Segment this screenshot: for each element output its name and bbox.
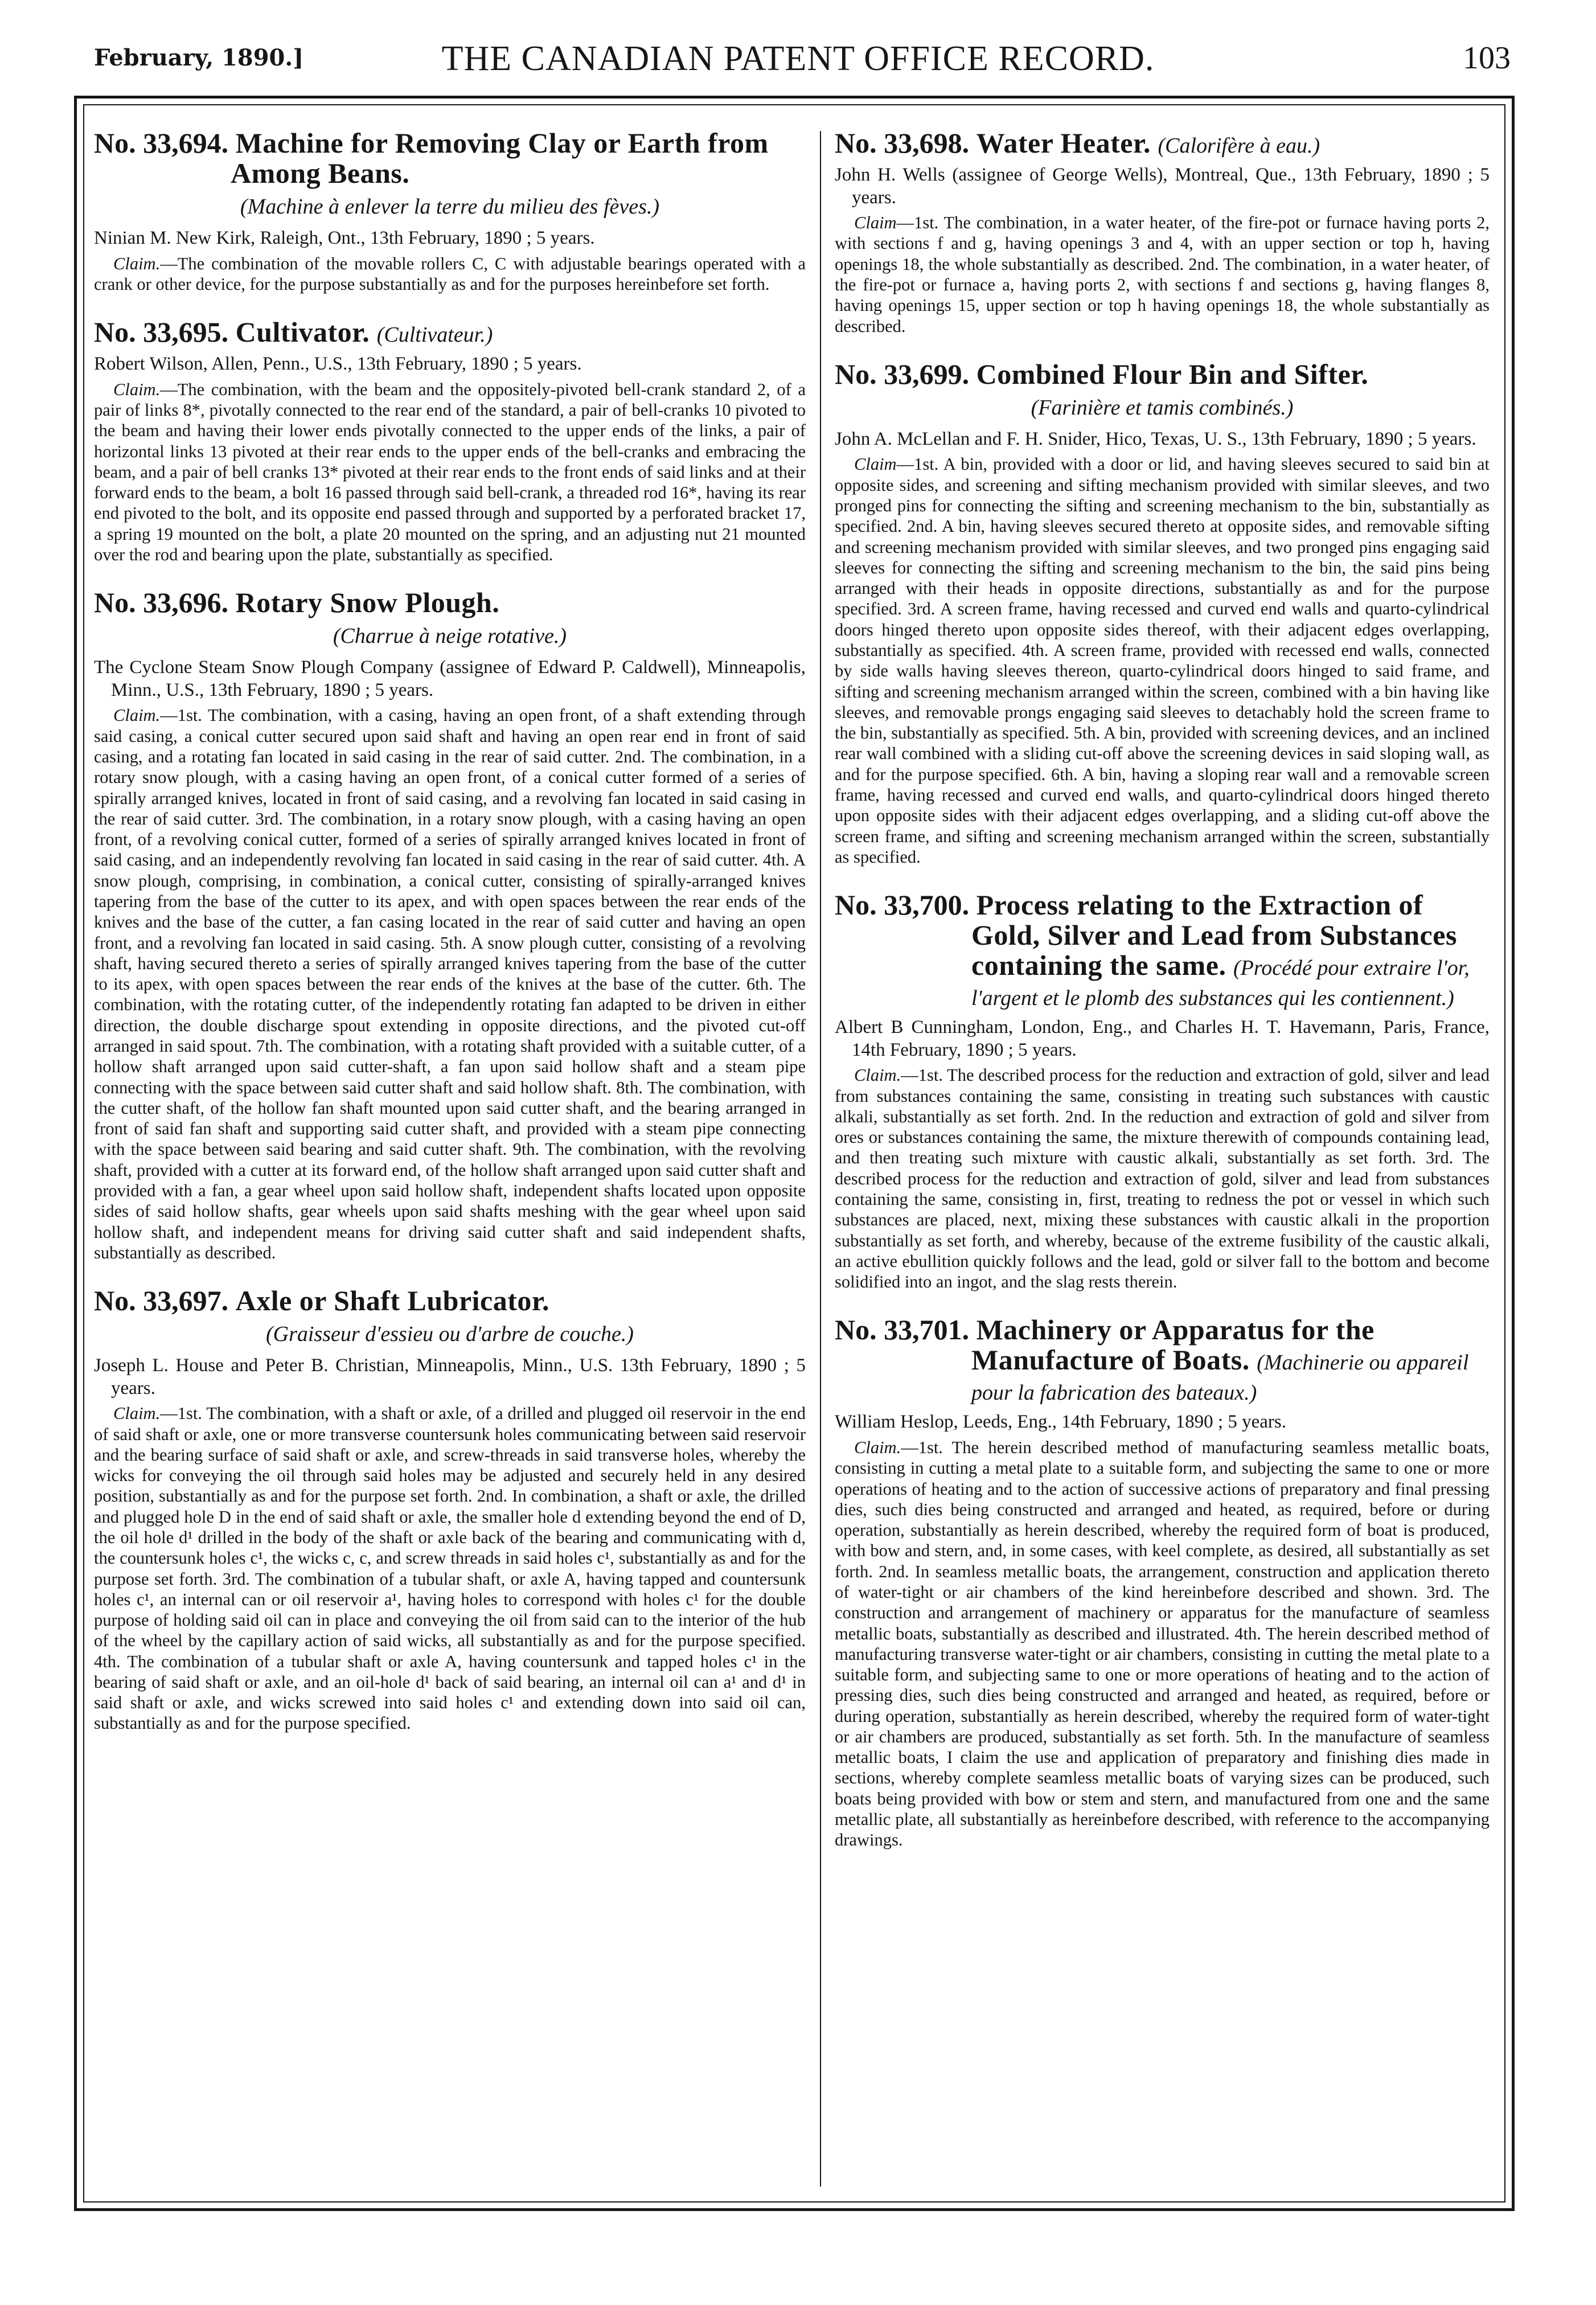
claim-text [94, 253, 806, 295]
page-header [0, 0, 1596, 108]
patent-title: Machine for Removing Clay or Earth from Among Beans. [231, 127, 769, 189]
left-column [94, 128, 806, 1757]
entry-heading [835, 359, 1490, 389]
patent-entry [835, 359, 1490, 867]
claim-body: —1st. The described process for the reduction and extraction of gold, silver and lead from substances containing the same, consisting in treating such substances with caustic alkali, substantially as set forth. 2nd. In the reduction and extraction of gold and silver from ores or substances containing the same, the mixture therewith of compounds containing lead, and then treating such mixture with caustic alkali, substantially as set forth. 3rd. The described process for the reduction and extraction of gold, silver and lead from substances containing the same, consisting in, first, treating to redness the pot or vessel in which such substances are placed, next, mixing these substances with caustic alkali in the proportion substantially as set forth, and whereby, because of the extreme fusibility of the caustic alkali, an active ebullition quickly follows and the lead, gold or silver fall to the bottom and become solidified into an ingot, and the slag rests therein. [835, 1065, 1490, 1292]
claim-text [94, 379, 806, 565]
claim-label: Claim. [854, 1437, 901, 1457]
page-number: 103 [1463, 40, 1511, 76]
claim-text [835, 212, 1490, 337]
patent-number: No. 33,700. [835, 889, 970, 921]
entry-heading [835, 1315, 1490, 1405]
claim-label: Claim [854, 213, 897, 233]
claim-text [94, 1403, 806, 1734]
patent-title: Axle or Shaft Lubricator. [235, 1285, 550, 1317]
patent-entry [94, 317, 806, 565]
applicant: John A. McLellan and F. H. Snider, Hico, Texas, U. S., 13th February, 1890 ; 5 years. [835, 428, 1476, 449]
claim-label: Claim [854, 454, 897, 474]
applicant: William Heslop, Leeds, Eng., 14th February, 1890 ; 5 years. [835, 1412, 1286, 1433]
patent-number: No. 33,697. [94, 1285, 229, 1317]
claim-label: Claim. [113, 379, 161, 399]
claim-text [835, 454, 1490, 867]
french-title: (Machine à enlever la terre du milieu des fèves.) [240, 195, 660, 219]
patent-number: No. 33,694. [94, 127, 229, 159]
patent-entry [94, 1286, 806, 1734]
patent-title: Cultivator. [235, 316, 370, 348]
french-title: (Graisseur d'essieu ou d'arbre de couche.) [266, 1322, 634, 1347]
claim-text [94, 705, 806, 1263]
entry-heading [94, 1286, 806, 1316]
claim-label: Claim. [854, 1065, 901, 1085]
patent-entry [835, 128, 1490, 337]
entry-heading [94, 128, 806, 188]
patent-number: No. 33,699. [835, 358, 970, 390]
applicant: Robert Wilson, Allen, Penn., U.S., 13th February, 1890 ; 5 years. [94, 354, 582, 375]
claim-text [835, 1437, 1490, 1851]
journal-title: THE CANADIAN PATENT OFFICE RECORD. [441, 39, 1155, 78]
entry-heading [835, 890, 1490, 1011]
french-title: (Farinière et tamis combinés.) [1031, 395, 1294, 420]
claim-body: —The combination, with the beam and the oppositely-pivoted bell-crank standard 2, of a pair of links 8*, pivotally connected to the rear end of the standard, a pair of bell-cranks 10 pivoted to the beam and having their lower ends pivotally connected to the upper ends of the links, a pair of horizontal links 13 pivoted at their rear ends to the upper ends of the bell-cranks and embracing the beam, and a pair of bell cranks 13* pivoted at their rear ends to the front ends of said links and at their forward ends to the beam, a bolt 16 passed through said bell-crank, a threaded rod 16*, having its rear end pivoted to the bolt, and its opposite end passed through and supported by a perforated bracket 17, a spring 19 mounted on the bolt, a plate 20 mounted on the spring, and an adjusting nut 21 mounted over the rod and bearing upon the plate, substantially as specified. [94, 379, 806, 564]
claim-label: Claim. [113, 706, 161, 725]
entry-heading [94, 588, 806, 618]
patent-entry [94, 128, 806, 294]
patent-title: Process relating to the Extraction of Gold, Silver and Lead from Substances containing the same. [971, 889, 1457, 982]
claim-body: —1st. The combination, with a shaft or axle, of a drilled and plugged oil reservoir in the end of said shaft or axle, one or more transverse countersunk holes communicating between said reservoir and the bearing surface of said shaft or axle, and screw-threads in said transverse holes, whereby the wicks for conveying the oil through said holes may be adjusted and securely held in any desired position, substantially as and for the purpose set forth. 2nd. In combination, a shaft or axle, the drilled and plugged hole D in the end of said shaft or axle, the smaller hole d extending beyond the end of D, the oil hole d¹ drilled in the body of the shaft or axle back of the bearing and communicating with d, the countersunk holes c¹, the wicks c, c, and screw threads in said holes c¹, substantially as and for the purpose set forth. 3rd. The combination of a tubular shaft, or axle A, having tapped and countersunk holes c¹, an internal can or oil reservoir a¹, having holes to correspond with holes c¹ for the double purpose of holding said oil can in place and conveying the oil from said can to the interior of the hub of the wheel by the capillary action of said wicks, all substantially as and for the purpose specified. 4th. The combination of a tubular shaft or axle A, having countersunk and tapped holes c¹ in the bearing of said shaft or axle, and an oil-hole d¹ back of said bearing, an internal oil can a¹ and d¹ in said shaft or axle, and wicks screwed into said holes c¹ and extending down into said oil can, substantially as and for the purpose specified. [94, 1404, 806, 1733]
right-column [835, 128, 1490, 1873]
french-title: (Procédé pour extraire l'or, l'argent et le plomb des substances qui les contiennent.) [971, 956, 1470, 1011]
claim-text [835, 1065, 1490, 1292]
patent-title: Rotary Snow Plough. [235, 586, 500, 619]
claim-body: —The combination of the movable rollers C, C with adjustable bearings operated with a crank or other device, for the purpose substantially as and for the purposes hereinbefore set forth. [94, 253, 806, 294]
french-title: (Machinerie ou appareil pour la fabrication des bateaux.) [971, 1351, 1469, 1405]
applicant: Joseph L. House and Peter B. Christian, Minneapolis, Minn., U.S. 13th February, 1890 ; 5 years. [94, 1355, 806, 1398]
patent-entry [94, 588, 806, 1263]
patent-number: No. 33,698. [835, 127, 970, 159]
claim-body: —1st. The herein described method of manufacturing seamless metallic boats, consisting in cutting a metal plate to a suitable form, and subjecting the same to one or more operations of heating and to the action of successive actions of preparatory and final pressing dies, such dies being constructed and arranged and heated, as required, before or during operation, substantially as herein described, whereby the required form of boat is produced, with bow and stern, and, in some cases, with keel complete, as desired, all substantially as set forth. 2nd. In seamless metallic boats, the arrangement, construction and application thereto of water-tight or air chambers of the kind hereinbefore described and shown. 3rd. The construction and arrangement of machinery or apparatus for the manufacture of seamless metallic boats, substantially as described and illustrated. 4th. The herein described method of manufacturing transverse water-tight or air chambers, consisting in cutting the metal plate to a suitable form, and subjecting same to one or more operations of heating and to the action of pressing dies, such dies being constructed and arranged and heated, as required, before or during operation, substantially as herein described, whereby the required form of water-tight or air chambers are produced, substantially as set forth. 5th. In the manufacture of seamless metallic boats, I claim the use and application of preparatory and finishing dies made in sections, whereby complete seamless metallic boats of varying sizes can be produced, such boats being provided with bow or stem and stern, and manufactured from one and the same metallic plate, all substantially as hereinbefore described, with reference to the accompanying drawings. [835, 1437, 1490, 1850]
entry-heading [94, 317, 806, 347]
column-divider [820, 131, 821, 2187]
entry-heading [835, 128, 1490, 158]
patent-entry [835, 890, 1490, 1292]
french-title: (Charrue à neige rotative.) [333, 624, 567, 649]
patent-title: Machinery or Apparatus for the Manufacture of Boats. [971, 1314, 1375, 1376]
french-title: (Calorifère à eau.) [1158, 134, 1320, 158]
issue-date: February, 1890.] [94, 44, 304, 71]
claim-label: Claim. [113, 1404, 161, 1424]
claim-body: —1st. The combination, with a casing, having an open front, of a shaft extending through said casing, a conical cutter secured upon said shaft and having an open rear end in front of said casing, and a rotating fan located in said casing in the rear of said cutter. 2nd. The combination, in a rotary snow plough, with a casing having an open front, of a conical cutter formed of a series of spirally arranged knives, located in front of said casing, and a revolving fan located in said casing in the rear of said cutter. 3rd. The combination, in a rotary snow plough, with a casing having an open front, of a revolving conical cutter, formed of a series of spirally arranged knives located in front of said casing, and an independently revolving fan located in said casing in the rear of said cutter. 4th. A snow plough, comprising, in combination, a conical cutter, consisting of spirally-arranged knives tapering from the base of the cutter to its apex, and with open spaces between the rear ends of the knives and the base of the cutter, a fan casing located in the rear of said cutter and having an open front, and a revolving fan located in said casing. 5th. A snow plough cutter, consisting of a revolving shaft, having secured thereto a series of spirally arranged knives tapering from the base of the cutter to its apex, with open spaces between the rear ends of the knives at the base of the cutter. 6th. The combination, with the rotating cutter, of the independently rotating fan adapted to be driven in either direction, the double discharge spout extending in opposite directions, and the pivoted cut-off arranged in said spout. 7th. The combination, with a rotating shaft provided with a suitable cutter, of a hollow shaft arranged upon said cutter-shaft, a fan upon said hollow shaft and a steam pipe connecting with the space between said cutter shaft and said hollow shaft. 8th. The combination, with the cutter shaft, of the hollow fan shaft mounted upon said cutter shaft, and the bearing arranged in front of said fan shaft and supporting said cutter shaft, and provided with a steam pipe connecting with the space between said bearing and said cutter shaft. 9th. The combination, with the revolving shaft, provided with a cutter at its forward end, of the hollow shaft arranged upon said cutter shaft and provided with a fan, a gear wheel upon said hollow shaft, independent shafts located upon opposite sides of said hollow shafts, gear wheels upon said shafts meshing with the gear wheel upon said hollow shaft, and independent means for driving said cutter shaft and said independent shafts, substantially as described. [94, 706, 806, 1262]
claim-body: —1st. The combination, in a water heater, of the fire-pot or furnace having ports 2, with sections f and g, having openings 3 and 4, with an upper section or top h, having openings 18, the whole substantially as described. 2nd. The combination, in a water heater, of the fire-pot or furnace a, having ports 2, with sections f and sections g, having flanges 8, having openings 15, upper section or top h having openings 18, the whole substantially as described. [835, 213, 1490, 336]
applicant: Albert B Cunningham, London, Eng., and Charles H. T. Havemann, Paris, France, 14th February, 1890 ; 5 years. [835, 1017, 1490, 1060]
patent-title: Combined Flour Bin and Sifter. [976, 358, 1369, 390]
claim-body: —1st. A bin, provided with a door or lid, and having sleeves secured to said bin at opposite sides, and screening and sifting mechanism provided with similar sleeves, and two pronged pins for connecting the sifting and screening mechanism to the bin, substantially as specified. 2nd. A bin, having sleeves secured thereto at opposite sides, and removable sifting and screening mechanism provided with similar sleeves, and two pronged pins engaging said sleeves for connecting the sifting and screening mechanism to the bin, the said pins being arranged with their heads in opposite directions, substantially as and for the purpose specified. 3rd. A screen frame, having recessed and curved end walls and quarto-cylindrical doors hinged thereto upon opposite sides thereof, with their adjacent edges overlapping, substantially as specified. 4th. A screen frame, provided with recessed end walls, connected by side walls having sleeves thereon, quarto-cylindrical doors hinged to said frame, and sifting and screening mechanism arranged within the screen, combined with a bin having like sleeves, and removable prongs engaging said sleeves to detachably hold the screen frame to the bin, substantially as specified. 5th. A bin, provided with screening devices, and an inclined rear wall combined with a sliding cut-off above the screening devices in said sloping wall, as and for the purpose specified. 6th. A bin, having a sloping rear wall and a removable screen frame, having recessed and curved end walls, and quarto-cylindrical doors hinged thereto upon opposite sides with their adjacent edges overlapping, and a sliding cut-off above the screen frame, and sifting and screening mechanism arranged within the screen, substantially as specified. [835, 454, 1490, 867]
patent-entry [835, 1315, 1490, 1850]
patent-number: No. 33,696. [94, 586, 229, 619]
applicant: Ninian M. New Kirk, Raleigh, Ont., 13th February, 1890 ; 5 years. [94, 228, 595, 248]
french-title: (Cultivateur.) [376, 323, 493, 347]
applicant: John H. Wells (assignee of George Wells), Montreal, Que., 13th February, 1890 ; 5 years. [835, 165, 1490, 208]
patent-number: No. 33,701. [835, 1314, 970, 1346]
patent-title: Water Heater. [976, 127, 1151, 159]
claim-label: Claim. [113, 253, 161, 273]
applicant: The Cyclone Steam Snow Plough Company (assignee of Edward P. Caldwell), Minneapolis, Minn., U.S., 13th February, 1890 ; 5 years. [94, 657, 806, 700]
patent-number: No. 33,695. [94, 316, 229, 348]
